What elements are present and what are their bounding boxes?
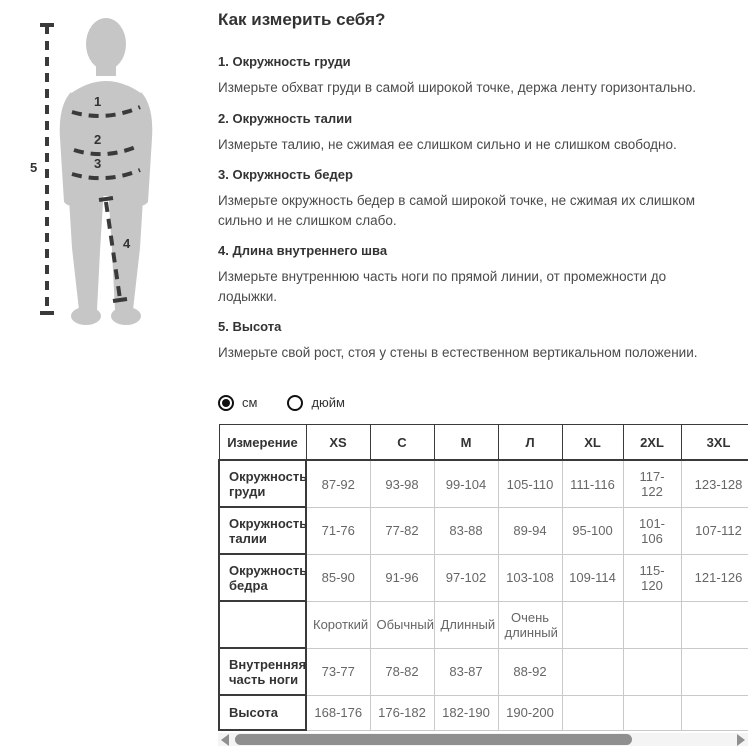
row-label-cell: Окружность бедра	[219, 554, 306, 601]
marker-chest: 1	[94, 94, 102, 109]
size-value-cell	[623, 601, 681, 648]
size-value-cell: 109-114	[562, 554, 623, 601]
horizontal-scrollbar[interactable]	[218, 733, 748, 746]
radio-cm-icon[interactable]	[218, 395, 234, 411]
size-value-cell	[623, 695, 681, 730]
size-value-cell: 89-94	[498, 507, 562, 554]
size-guide-content	[218, 10, 748, 746]
marker-height: 5	[30, 160, 38, 175]
size-value-cell: 168-176	[306, 695, 370, 730]
size-value-cell	[681, 601, 748, 648]
row-label-cell	[219, 601, 306, 648]
size-value-cell: 87-92	[306, 460, 370, 507]
size-value-cell: 117-122	[623, 460, 681, 507]
instruction-heading-chest: 1. Окружность груди	[218, 54, 351, 69]
row-label-cell: Окружность груди	[219, 460, 306, 507]
size-value-cell: 105-110	[498, 460, 562, 507]
instruction-text-waist: Измерьте талию, не сжимая ее слишком сильно и не слишком свободно.	[218, 136, 677, 152]
header-cell-size: М	[434, 424, 498, 460]
instruction-text-height: Измерьте свой рост, стоя у стены в естественном вертикальном положении.	[218, 345, 698, 361]
size-value-cell	[562, 695, 623, 730]
table-row	[219, 460, 748, 507]
instruction-heading-height: 5. Высота	[218, 319, 282, 335]
instruction-heading-inseam: 4. Длина внутреннего шва	[218, 243, 388, 259]
size-value-cell: Длинный	[434, 601, 498, 648]
table-row	[219, 554, 748, 601]
header-cell-measurement: Измерение	[219, 424, 306, 460]
size-value-cell: 88-92	[498, 648, 562, 695]
scrollbar-thumb[interactable]	[235, 734, 632, 745]
table-row	[219, 601, 748, 648]
size-value-cell: 123-128	[681, 460, 748, 507]
table-row	[219, 695, 748, 730]
radio-cm-label: см	[242, 395, 258, 411]
size-value-cell: 190-200	[498, 695, 562, 730]
size-value-cell: Очень длинный	[498, 601, 562, 648]
marker-waist: 2	[94, 132, 102, 147]
size-value-cell: 71-76	[306, 507, 370, 554]
measurement-figure	[18, 6, 208, 336]
scroll-right-arrow-icon[interactable]	[737, 734, 745, 746]
header-cell-size: 3XL	[681, 424, 748, 460]
size-value-cell: 121-126	[681, 554, 748, 601]
size-value-cell: 78-82	[370, 648, 434, 695]
size-table-viewport	[218, 424, 748, 732]
instruction-text-chest: Измерьте обхват груди в самой широкой точке, держа ленту горизонтально.	[218, 80, 696, 95]
body-silhouette-illustration	[18, 6, 208, 336]
size-value-cell	[623, 648, 681, 695]
header-cell-size: XS	[306, 424, 370, 460]
table-row	[219, 648, 748, 695]
radio-inch[interactable]	[287, 395, 345, 411]
size-value-cell: 107-112	[681, 507, 748, 554]
size-value-cell	[562, 601, 623, 648]
size-value-cell	[681, 648, 748, 695]
size-value-cell: 97-102	[434, 554, 498, 601]
size-value-cell: 93-98	[370, 460, 434, 507]
units-radio-group	[218, 395, 748, 411]
size-value-cell: 115-120	[623, 554, 681, 601]
size-value-cell: Обычный	[370, 601, 434, 648]
row-label-cell: Внутренняя часть ноги	[219, 648, 306, 695]
size-value-cell: 73-77	[306, 648, 370, 695]
instruction-heading-waist: 2. Окружность талии	[218, 110, 353, 126]
header-cell-size: XL	[562, 424, 623, 460]
instruction-text-hips: Измерьте окружность бедер в самой широкой точке, не сжимая их слишком сильно и не слишком слабо.	[218, 193, 696, 228]
radio-cm[interactable]	[218, 395, 257, 411]
header-cell-size: 2XL	[623, 424, 681, 460]
scroll-left-arrow-icon[interactable]	[221, 734, 229, 746]
body-silhouette	[60, 18, 153, 325]
instructions-list	[218, 54, 748, 363]
size-value-cell	[681, 695, 748, 730]
marker-inseam: 4	[123, 236, 131, 251]
size-value-cell: 101-106	[623, 507, 681, 554]
size-value-cell: Короткий	[306, 601, 370, 648]
header-cell-size: С	[370, 424, 434, 460]
header-cell-size: Л	[498, 424, 562, 460]
size-value-cell: 95-100	[562, 507, 623, 554]
instruction-heading-hips: 3. Окружность бедер	[218, 167, 353, 183]
radio-inch-icon[interactable]	[287, 395, 303, 411]
radio-inch-label: дюйм	[311, 395, 345, 411]
table-header-row	[219, 424, 748, 460]
instruction-text-inseam: Измерьте внутреннюю часть ноги по прямой линии, от промежности до лодыжки.	[218, 269, 667, 304]
size-value-cell: 111-116	[562, 460, 623, 507]
row-label-cell: Окружность талии	[219, 507, 306, 554]
size-value-cell: 103-108	[498, 554, 562, 601]
scrollbar-track[interactable]	[235, 734, 731, 745]
row-label-cell: Высота	[219, 695, 306, 730]
size-value-cell: 83-87	[434, 648, 498, 695]
size-value-cell: 85-90	[306, 554, 370, 601]
table-row	[219, 507, 748, 554]
size-value-cell: 99-104	[434, 460, 498, 507]
size-table	[218, 424, 748, 732]
marker-hips: 3	[94, 156, 102, 171]
size-value-cell: 91-96	[370, 554, 434, 601]
size-value-cell	[562, 648, 623, 695]
size-value-cell: 83-88	[434, 507, 498, 554]
page-title: Как измерить себя?	[218, 10, 386, 29]
size-value-cell: 77-82	[370, 507, 434, 554]
size-value-cell: 176-182	[370, 695, 434, 730]
size-value-cell: 182-190	[434, 695, 498, 730]
